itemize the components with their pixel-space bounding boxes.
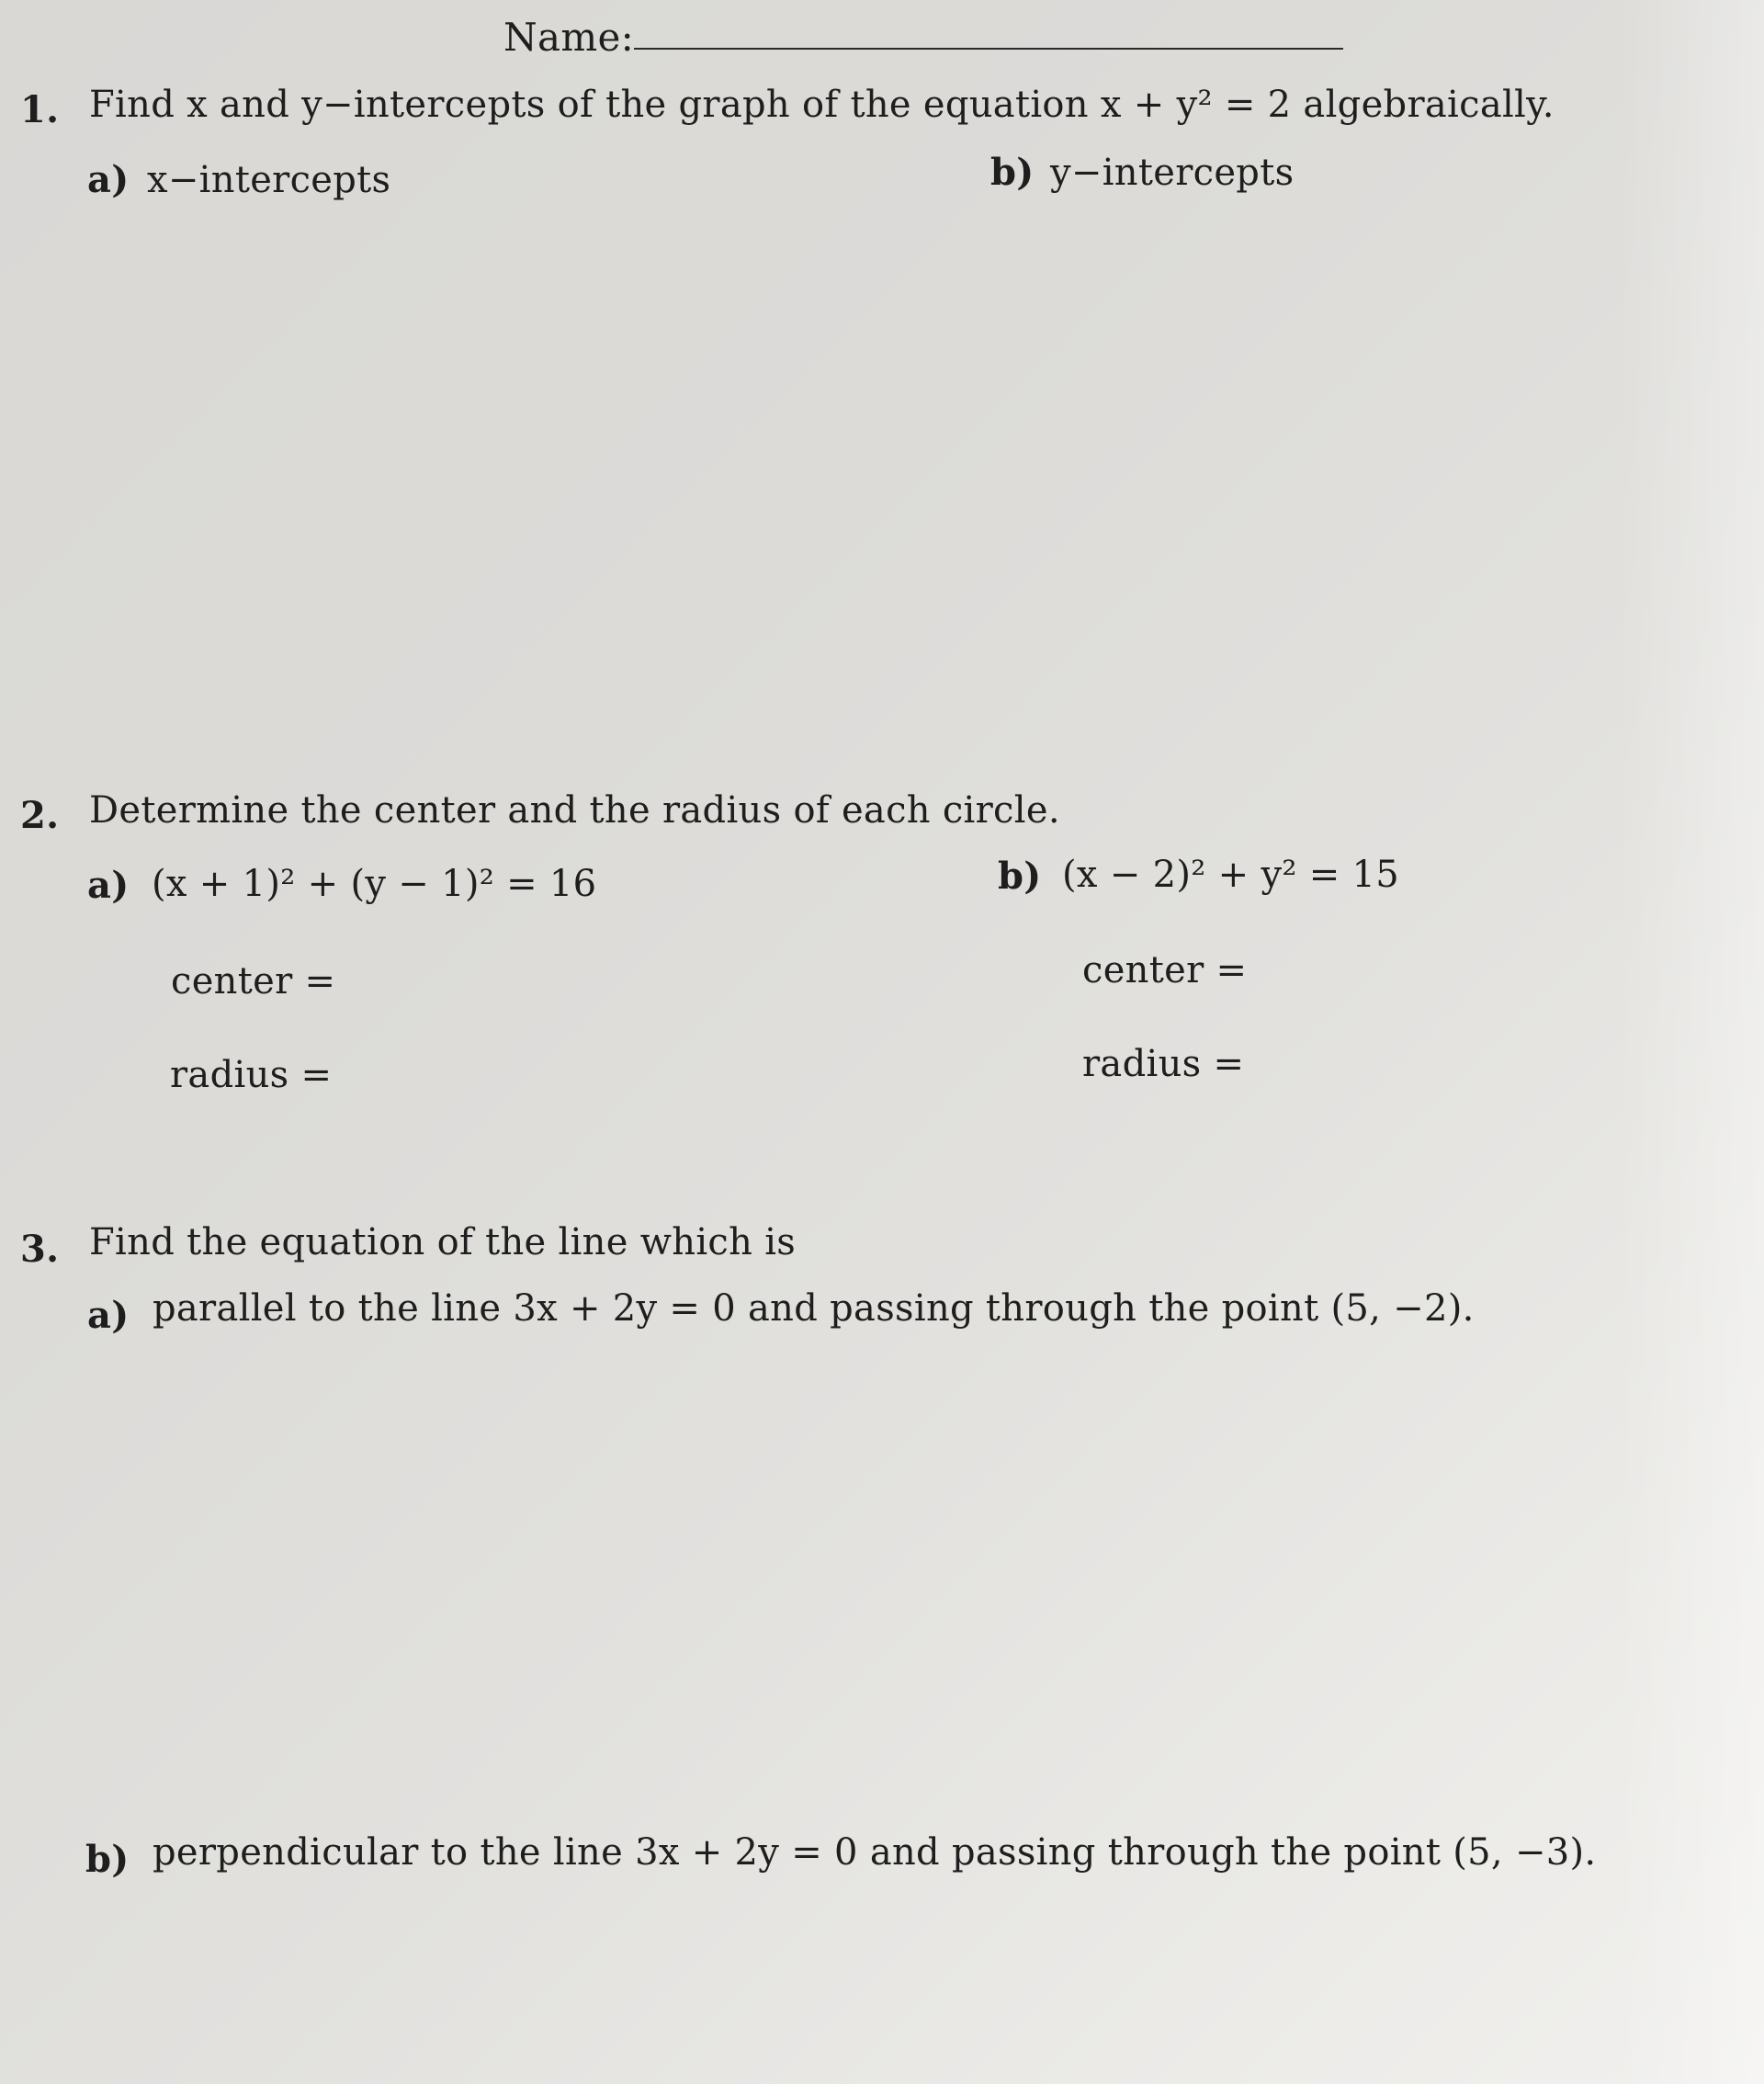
- q3-part-a-label: a): [87, 1294, 130, 1337]
- q3-number: 3.: [20, 1228, 60, 1271]
- q1-part-a-label: a): [87, 158, 130, 201]
- q2-part-b-label: b): [998, 855, 1042, 898]
- paper-edge-highlight: [1617, 0, 1764, 2084]
- q1-part-b-text: y−intercepts: [1050, 152, 1295, 194]
- q3-part-b-label: b): [85, 1838, 130, 1881]
- q1-part-a-text: x−intercepts: [147, 159, 391, 201]
- q1-number: 1.: [20, 88, 60, 131]
- q1-part-b-label: b): [990, 151, 1035, 194]
- q2-prompt: Determine the center and the radius of each circle.: [89, 789, 1060, 832]
- name-blank-line: [634, 48, 1343, 50]
- q2-part-b-center-label: center =: [1082, 949, 1248, 991]
- q3-prompt: Find the equation of the line which is: [89, 1221, 797, 1263]
- q2-number: 2.: [20, 794, 60, 837]
- q2-part-a-label: a): [87, 864, 130, 907]
- q2-part-a-equation: (x + 1)² + (y − 1)² = 16: [152, 863, 597, 905]
- q3-part-b-text: perpendicular to the line 3x + 2y = 0 and passing through the point (5, −3).: [153, 1831, 1597, 1874]
- q2-part-b-equation: (x − 2)² + y² = 15: [1062, 854, 1400, 896]
- q3-part-a-text: parallel to the line 3x + 2y = 0 and passing through the point (5, −2).: [153, 1287, 1475, 1330]
- name-label: Name:: [503, 15, 635, 60]
- q2-part-b-radius-label: radius =: [1082, 1043, 1245, 1085]
- q2-part-a-radius-label: radius =: [170, 1054, 333, 1096]
- q1-prompt: Find x and y−intercepts of the graph of the equation x + y² = 2 algebraically.: [89, 84, 1555, 126]
- q2-part-a-center-label: center =: [171, 960, 336, 1002]
